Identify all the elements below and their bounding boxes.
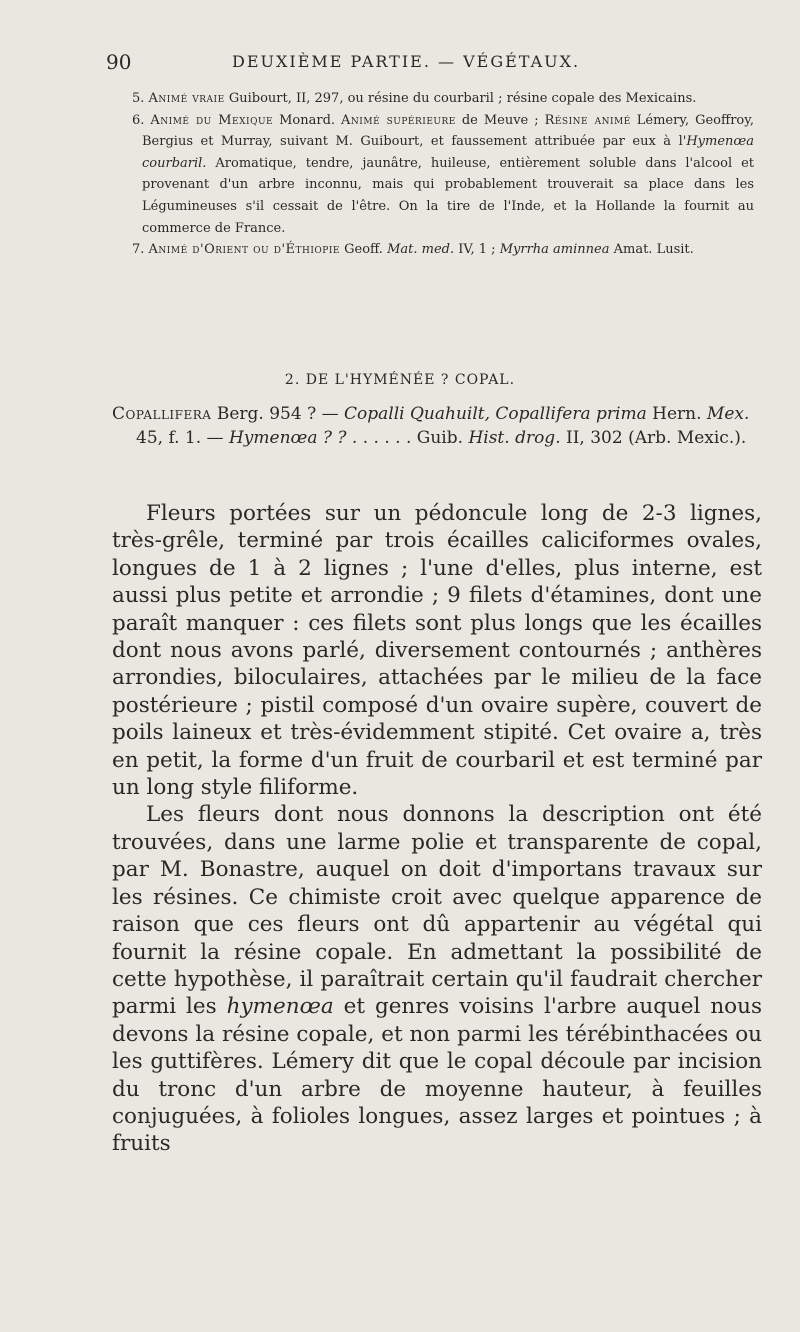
body-text bbox=[112, 500, 762, 1158]
entry-6: 6. Animé du Mexique Monard. Animé supérieure de Meuve ; Résine animé Lémery, Geoffroy, Bergius et Murray, suivant M. Guibourt, et faussement attribuée par eux à l'Hymenœa courbaril. Aromatique, tendre, jaunâtre, huileuse, entièrement soluble dans l'alcool et provenant d'un arbre inconnu, mais qui probablement trouverait sa place dans les Légumineuses s'il cessait de l'être. On la tire de l'Inde, et la Hollande la fournit au commerce de France. bbox=[132, 112, 755, 236]
paragraph: Les fleurs dont nous donnons la description ont été trouvées, dans une larme polie et transparente de copal, par M. Bonastre, auquel on doit d'importans travaux sur les résines. Ce chimiste croit avec quelque apparence de raison que ces fleurs ont dû appartenir au végétal qui fournit la résine copale. En admettant la possibilité de cette hypothèse, il paraîtrait certain qu'il faudrait chercher parmi les hymenœa et genres voisins l'arbre auquel nous devons la résine copale, et non parmi les térébinthacées ou les guttifères. Lémery dit que le copal découle par incision du tronc d'un arbre de moyenne hauteur, à feuilles conjuguées, à folioles longues, assez larges et pointues ; à fruits bbox=[112, 802, 763, 1157]
page-number: 90 bbox=[106, 50, 132, 74]
running-title: DEUXIÈME PARTIE. — VÉGÉTAUX. bbox=[232, 52, 581, 71]
synonymy: Copallifera Berg. 954 ? — Copalli Quahuilt, Copallifera prima Hern. Mex. 45, f. 1. — Hymenœa ? ? . . . . . . Guib. Hist. drog. II, 302 (Arb. Mexic.). bbox=[112, 404, 750, 448]
paragraph: Fleurs portées sur un pédoncule long de 2-3 lignes, très-grêle, terminé par trois écailles caliciformes ovales, longues de 1 à 2 lignes ; l'une d'elles, plus interne, est aussi plus petite et arrondie ; 9 filets d'étamines, dont une paraît manquer : ces filets sont plus longs que les écailles dont nous avons parlé, diversement contournés ; anthères arrondies, biloculaires, attachées par le milieu de la face postérieure ; pistil composé d'un ovaire supère, couvert de poils laineux et très-évidemment stipité. Cet ovaire a, très en petit, la forme d'un fruit de courbaril et est terminé par un long style filiforme. bbox=[112, 501, 762, 801]
entry-5: 5. Animé vraie Guibourt, II, 297, ou résine du courbaril ; résine copale des Mexicains. bbox=[132, 91, 697, 106]
entry-list bbox=[132, 88, 754, 261]
section-title: 2. DE L'HYMÉNÉE ? COPAL. bbox=[284, 372, 516, 388]
entry-7: 7. Animé d'Orient ou d'Éthiopie Geoff. Mat. med. IV, 1 ; Myrrha aminnea Amat. Lusit. bbox=[132, 242, 694, 258]
